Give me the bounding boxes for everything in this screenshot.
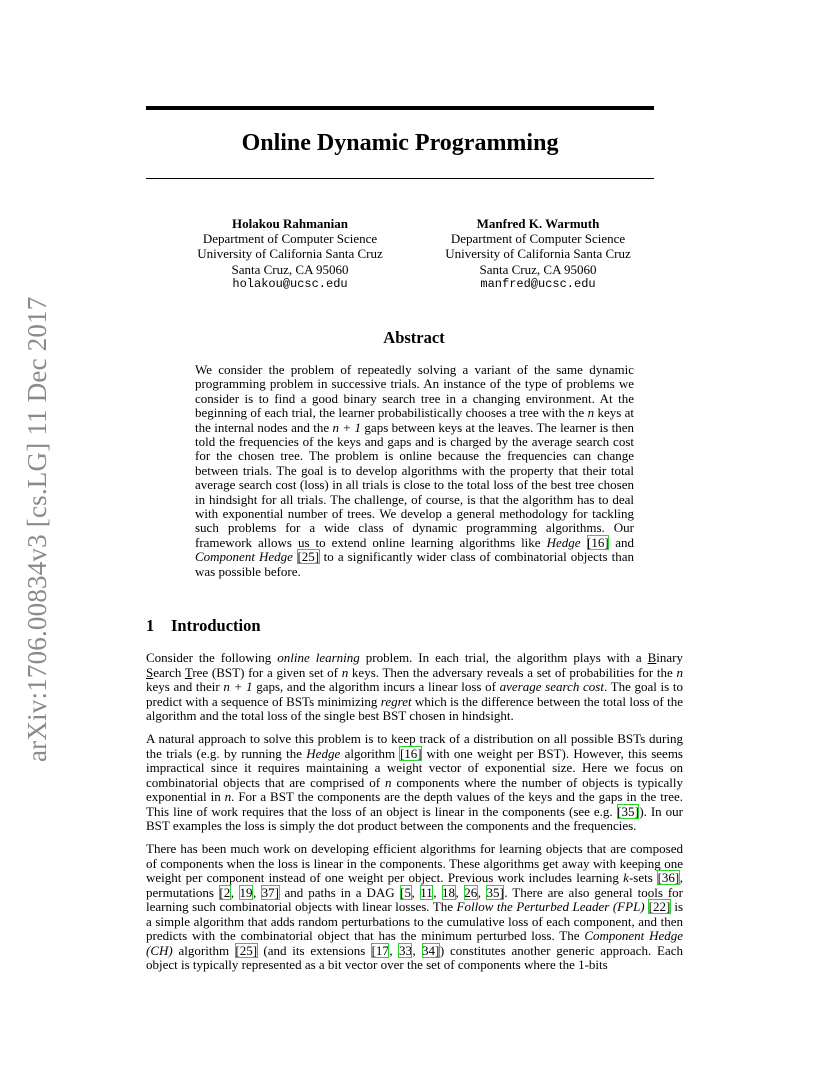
citation-link[interactable]: 19 xyxy=(239,884,253,900)
citation-link[interactable]: 11 xyxy=(420,884,433,900)
citation-link[interactable]: [2 xyxy=(219,884,231,900)
citation-link[interactable]: 18 xyxy=(442,884,455,900)
citation-link[interactable]: [5 xyxy=(400,884,411,900)
citation-link[interactable]: [22] xyxy=(648,899,671,915)
author-city: Santa Cruz, CA 95060 xyxy=(231,261,349,277)
paper-title: Online Dynamic Programming xyxy=(241,130,559,156)
citation-link[interactable]: 37] xyxy=(261,884,280,900)
author-block-1 xyxy=(175,216,405,292)
title-bottom-rule xyxy=(146,178,654,179)
author-email[interactable]: holakou@ucsc.edu xyxy=(232,276,348,291)
abstract-heading: Abstract xyxy=(383,328,445,347)
title-top-rule xyxy=(146,106,654,110)
author-univ: University of California Santa Cruz xyxy=(197,246,383,262)
paragraph: Consider the following online learning problem. In each trial, the algorithm plays with a Binary Search Tree (BST) for a given set of n keys. Then the adversary reveals a set of probabilities for the n keys and their n + 1 gaps, and the algorithm incurs a linear loss of average search cost. The goal is to predict with a sequence of BSTs minimizing regret which is the difference between the total loss of the algorithm and the total loss of the single best BST chosen in hindsight. xyxy=(146,650,684,724)
citation-link[interactable]: [36] xyxy=(657,870,680,886)
citation-link[interactable]: 33 xyxy=(398,942,412,958)
section-heading: 1 Introduction xyxy=(146,616,261,635)
author-dept: Department of Computer Science xyxy=(450,231,626,247)
author-name: Holakou Rahmanian xyxy=(232,216,348,231)
arxiv-identifier: arXiv:1706.00834v3 [cs.LG] 11 Dec 2017 xyxy=(22,296,52,762)
abstract-text: We consider the problem of repeatedly solving a variant of the same dynamic programming problem in successive trials. An instance of the type of problems we consider is to find a good binary search tree in a changing environment. At the beginning of each trial, the learner probabilistically chooses a tree with the n keys at the internal nodes and the n + 1 gaps between keys at the leaves. The learner is then told the frequencies of the keys and gaps and is charged by the average search cost for the chosen tree. The problem is online because the frequencies can change between trials. The goal is to develop algorithms with the property that their total average search cost (loss) in all trials is close to the total loss of the best tree chosen in hindsight for all trials. The challenge, of course, is that the algorithm has to deal with exponential number of trees. We develop a general methodology for tackling such problems for a wide class of dynamic programming algorithms. Our framework allows us to extend online learning algorithms like Hedge [16] and Component Hedge [25] to a significantly wider class of combinatorial objects than was possible before. xyxy=(195,362,635,579)
citation-link[interactable]: [35] xyxy=(617,803,639,819)
author-dept: Department of Computer Science xyxy=(202,231,378,247)
author-name: Manfred K. Warmuth xyxy=(476,216,600,231)
citation-link[interactable]: [16] xyxy=(587,534,609,550)
citation-link[interactable]: [17 xyxy=(371,942,389,958)
author-city: Santa Cruz, CA 95060 xyxy=(479,261,597,277)
paragraph: There has been much work on developing efficient algorithms for learning objects that are composed of components when the loss is linear in the components. These algorithms get away with keeping one weight per component instead of one weight per object. Previous work includes learning k-sets [36], permutations [2, 19, 37] and paths in a DAG [5, 11, 18, 26, 35]. There are also general tools for learning such combinatorial objects with linear losses. The Follow the Perturbed Leader (FPL) [22] is a simple algorithm that adds random perturbations to the cumulative loss of each component, and then predicts with the combinatorial object that has the minimum perturbed loss. The Component Hedge (CH) algorithm [25] (and its extensions [17, 33, 34]) constitutes another generic approach. Each object is typically represented as a bit vector over the set of components where the 1-bits xyxy=(146,841,684,973)
citation-link[interactable]: [25] xyxy=(235,942,258,958)
citation-link[interactable]: [25] xyxy=(297,549,320,565)
citation-link[interactable]: [16] xyxy=(399,745,422,761)
citation-link[interactable]: 35] xyxy=(486,884,504,900)
author-univ: University of California Santa Cruz xyxy=(445,246,631,262)
author-block-2 xyxy=(423,216,653,292)
author-email[interactable]: manfred@ucsc.edu xyxy=(480,276,596,291)
citation-link[interactable]: 26 xyxy=(464,884,478,900)
citation-link[interactable]: 34] xyxy=(422,942,440,958)
paragraph: A natural approach to solve this problem is to keep track of a distribution on all possible BSTs during the trials (e.g. by running the Hedge algorithm [16] with one weight per BST). However, this seems impractical since it requires maintaining a weight vector of exponential size. Here we focus on combinatorial objects that are comprised of n components where the number of objects is typically exponential in n. For a BST the components are the depth values of the keys and the gaps in the tree. This line of work requires that the loss of an object is linear in the components (see e.g. [35]). In our BST examples the loss is simply the dot product between the components and the frequencies. xyxy=(146,731,683,834)
